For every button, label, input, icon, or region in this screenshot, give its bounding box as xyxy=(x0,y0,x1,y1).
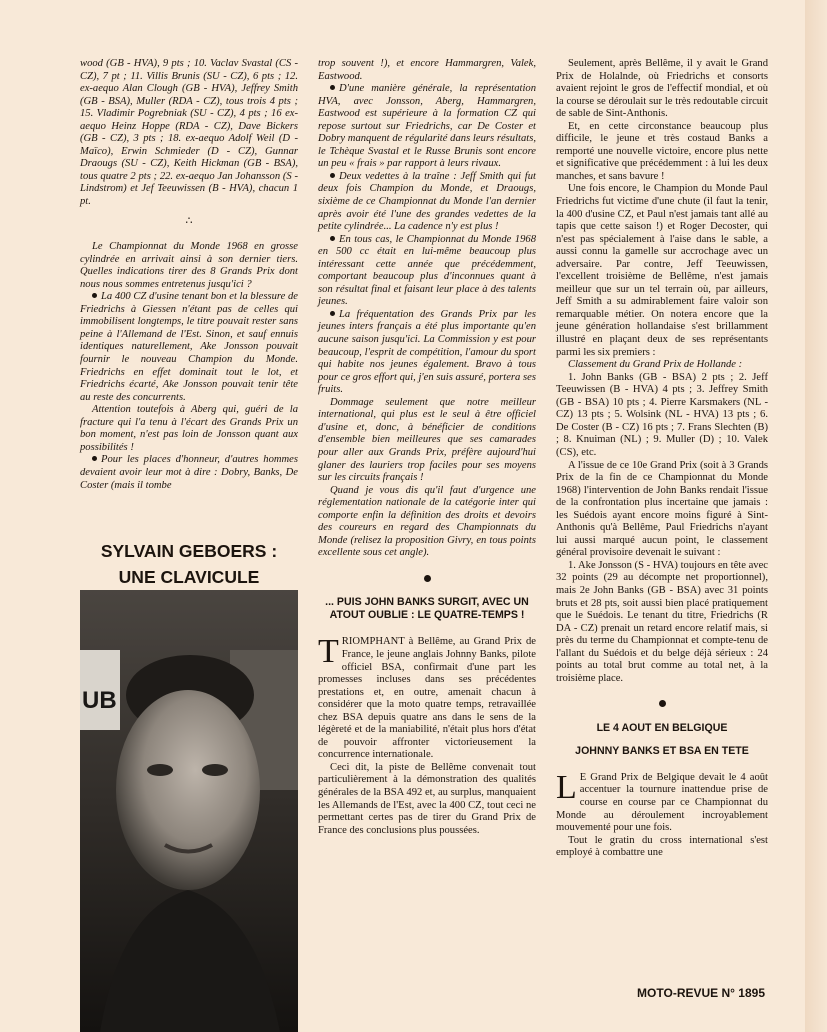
section-dot xyxy=(318,574,536,587)
bullet-icon xyxy=(330,173,335,178)
page-footer: MOTO-REVUE N° 1895 xyxy=(637,986,765,1000)
subheading: LE 4 AOUT EN BELGIQUE xyxy=(596,721,728,734)
portrait-illustration xyxy=(80,590,298,1032)
section-dot xyxy=(556,699,768,712)
paragraph: L E Grand Prix de Belgique devait le 4 août accentuer la tournure inattendue prise de course en course par ce Championnat du Monde au déroulement incroyablement mouvementé pour une fois. xyxy=(556,768,768,834)
bullet-icon xyxy=(330,85,335,90)
column-1 xyxy=(80,58,298,492)
svg-text:UB: UB xyxy=(82,687,117,714)
paragraph: Classement du Grand Prix de Hollande : xyxy=(568,359,743,371)
column-2 xyxy=(318,58,536,837)
paragraph: Pour les places d'honneur, d'autres hommes devaient avoir leur mot à dire : Dobry, Banks, De Coster (mais il tombe xyxy=(80,454,298,491)
paragraph: La 400 CZ d'usine tenant bon et la blessure de Friedrichs à Giessen n'étant pas de celles qui immobilisent longtemps, le titre pouvait rester sans peine à l'Allemand de l'Est. Sinon, et sauf ennuis identiques naturellement, Ake Jonsson pouvait fournir le nouveau Champion du Monde. Friedrichs en effet dominait tout le lot, et Friedrichs écarté, Ake Jonsson pouvait tenir tête au reste des concurrents. xyxy=(80,291,298,403)
paragraph: Seulement, après Bellême, il y avait le Grand Prix de Holalnde, où Friedrichs et consorts avaient rejoint le gros de l'effectif mondial, et où la course se déroulait sur le très redoutable circuit de sable de Sint-Anthonis. xyxy=(556,58,768,120)
paragraph: A l'issue de ce 10e Grand Prix (soit à 3 Grands Prix de la fin de ce Championnat du Monde 1968) l'intervention de John Banks rendait l'issue de la confrontation plus incertaine que jamais : les Suédois ayant encore moins figuré à Sint-Anthonis qu'à Bellême, Paul Friedrichs n'ayant lui aussi marqué aucun point, le classement général provisoire devenait le suivant : xyxy=(556,459,768,559)
column-3 xyxy=(556,58,768,860)
paragraph: En tous cas, le Championnat du Monde 1968 en 500 cc était en lui-même beaucoup plus intéressant cette année que précédemment, comportant beaucoup plus d'inconnues quant à son résultat final et faisant leur place à des talents jeunes. xyxy=(318,233,536,308)
bullet-icon xyxy=(92,293,97,298)
bullet-icon xyxy=(92,456,97,461)
subheading: ... PUIS JOHN BANKS SURGIT, AVEC UN ATOUT OUBLIE : LE QUATRE-TEMPS ! xyxy=(325,596,529,622)
paragraph: Dommage seulement que notre meilleur international, qui plus est le seul à être officiel d'usine et, donc, à bénéficier de conditions d'ensemble bien meilleures que ses camarades pour aller aux Grands Prix, préfère aujourd'hui glaner des lauriers trop faciles pour ses moyens sur les circuits français ! xyxy=(318,396,536,484)
paragraph: 1. Ake Jonsson (S - HVA) toujours en tête avec 32 points (29 au décompte net proportionnel), mais 2e John Banks (GB - BSA) avec 31 points bruts et 28 pts, soit aussi bien placé pratiquement que le Suédois. Le tenant du titre, Friedrichs (R DA - CZ) prenait un retard encore relatif mais, si près du terme du Championnat et compte-tenu de l'allant du Suédois et du belge déjà sérieux : 24 points au total brut comme au total net, à la troisième place. xyxy=(556,559,768,684)
paragraph: 1. John Banks (GB - BSA) 2 pts ; 2. Jeff Teeuwissen (B - HVA) 4 pts ; 3. Jeffrey Smith (GB - BSA) 10 pts ; 4. Pierre Karsmakers (NL - CZ) 13 pts ; 5. Wolsink (NL - HVA) 13 pts ; 6. De Coster (B - CZ) 16 pts ; 7. Frans Slechten (B) ; 8. Knuiman (NL) ; 9. Muller (D) ; 10. Valek (CS), etc. xyxy=(556,371,768,458)
photo-headline: SYLVAIN GEBOERS : UNE CLAVICULE xyxy=(100,541,278,587)
paragraph: La fréquentation des Grands Prix par les jeunes inters français a été plus importante qu'en aucune saison jusqu'ici. La Commission y est pour beaucoup, l'esprit de compétition, l'amour du sport qui habite nos jeunes également. Bravo à tous pour ce gros effort qui, j'en suis assuré, portera ses fruits. xyxy=(318,308,536,396)
rider-portrait-photo xyxy=(80,590,298,1032)
paragraph: Deux vedettes à la traîne : Jeff Smith qui fut deux fois Champion du Monde, et Draougs, sixième de ce Championnat du Monde l'an dernier après avoir été l'une des grandes vedettes de la petite cylindrée... La cadence n'y est plus ! xyxy=(318,170,536,233)
section-separator: ∴ xyxy=(185,214,193,227)
paragraph: TRIOMPHANT à Bellême, au Grand Prix de France, le jeune anglais Johnny Banks, pilote officiel BSA, confirmait d'une part les promesses incluses dans ses précédentes prestations et, en outre, amenait chacun à considérer que la moto quatre temps, retravaillée chez BSA depuis quatre ans dans le sens de la légèreté et de la maniabilité, n'était plus hors d'état de pouvoir affronter victorieusement la concurrence internationale. xyxy=(318,633,536,761)
paragraph: Une fois encore, le Champion du Monde Paul Friedrichs fut victime d'une chute (il faut la tenir, la 400 d'usine CZ, et Paul n'est jamais tant allé au tapis que cette saison !) et Roger Decoster, qui n'est pas spécialement à l'aise dans le sable, a aussi connu la gamelle sur accrochage avec un adversaire. Par contre, Jeff Teeuwissen, l'excellent troisième de Bellême, n'est jamais meilleur que sur un tel terrain où, par ailleurs, Jeff Smith a su admirablement faire valoir son remarquable métier. On notera encore que la jeune génération hollandaise s'est brillamment illustré en plaçant deux de ses représentants parmi les six premiers : xyxy=(556,183,768,358)
paragraph: Le Championnat du Monde 1968 en grosse cylindrée en arrivait ainsi à son dernier tiers. Quelles indications tirer des 8 Grands Prix dont nous nous sommes entretenus jusqu'ici ? xyxy=(80,241,298,290)
paragraph: Quand je vous dis qu'il faut d'urgence une réglementation nationale de la catégorie inter qui comporte enfin la définition des droits et devoirs des coureurs en regard des Championnats du Monde (relisez la proposition Givry, en tous points excellente sous cet angle). xyxy=(318,484,536,559)
results-text: wood (GB - HVA), 9 pts ; 10. Vaclav Svastal (CS - CZ), 7 pt ; 11. Villis Brunis (SU - CZ), 6 pts ; 12. ex-aequo Alan Clough (GB - HVA), Jeffrey Smith (GB - BSA), Muller (RDA - CZ), tous trois 4 pts ; 15. Vladimir Pogrebniak (SU - CZ), 4 pts ; 16 ex-aequo Heinz Hoppe (RDA - CZ), Dave Bickers (GB - CZ), 3 pts ; 18. ex-aequo Adolf Weil (D - Maïco), Erwin Schmieder (D - CZ), Gunnar Draougs (SU - CZ), Keith Hickman (GB - BSA), tous quatre 2 pts ; 22. ex-aequo Jan Johansson (S - Lindstrom) et Jef Teeuwissen (B - HVA), chacun 1 pt. xyxy=(80,58,298,208)
paragraph: Ceci dit, la piste de Bellême convenait tout particulièrement à la démonstration des qualités générales de la BSA 492 et, au surplus, manquaient les Allemands de l'Est, avec la 400 CZ, tout ceci ne permettant certes pas de tirer du Grand Prix de France des conclusions plus poussées. xyxy=(318,761,536,836)
paragraph: D'une manière générale, la représentation HVA, avec Jonsson, Aberg, Hammargren, Eastwood est supérieure à la formation CZ qui repose surtout sur Friedrichs, car De Coster et Dobry manquent de régularité dans leurs résultats, le Tchèque Svastal et le Russe Brunis sont encore un peu « frais » par rapport à leurs rivaux. xyxy=(318,83,536,170)
bullet-icon xyxy=(330,311,335,316)
subheading: JOHNNY BANKS ET BSA EN TETE xyxy=(575,744,749,757)
drop-cap: T xyxy=(318,633,339,671)
drop-cap: L xyxy=(556,768,577,806)
paragraph: trop souvent !), et encore Hammargren, Valek, Eastwood. xyxy=(318,58,536,82)
paragraph: Attention toutefois à Aberg qui, guéri de la fracture qui l'a tenu à l'écart des Grands Prix un bon moment, n'est pas loin de Jonsson quant aux possibilités ! xyxy=(80,404,298,453)
bullet-icon xyxy=(330,236,335,241)
page-edge-shadow xyxy=(805,0,827,1032)
paragraph: Tout le gratin du cross international s'est employé à combattre une xyxy=(556,834,768,859)
paragraph: Et, en cette circonstance beaucoup plus difficile, le jeune et très costaud Banks a remporté une nouvelle victoire, encore plus nette et significative que précédemment : à lui les deux manches, et sans bavure ! xyxy=(556,120,768,182)
